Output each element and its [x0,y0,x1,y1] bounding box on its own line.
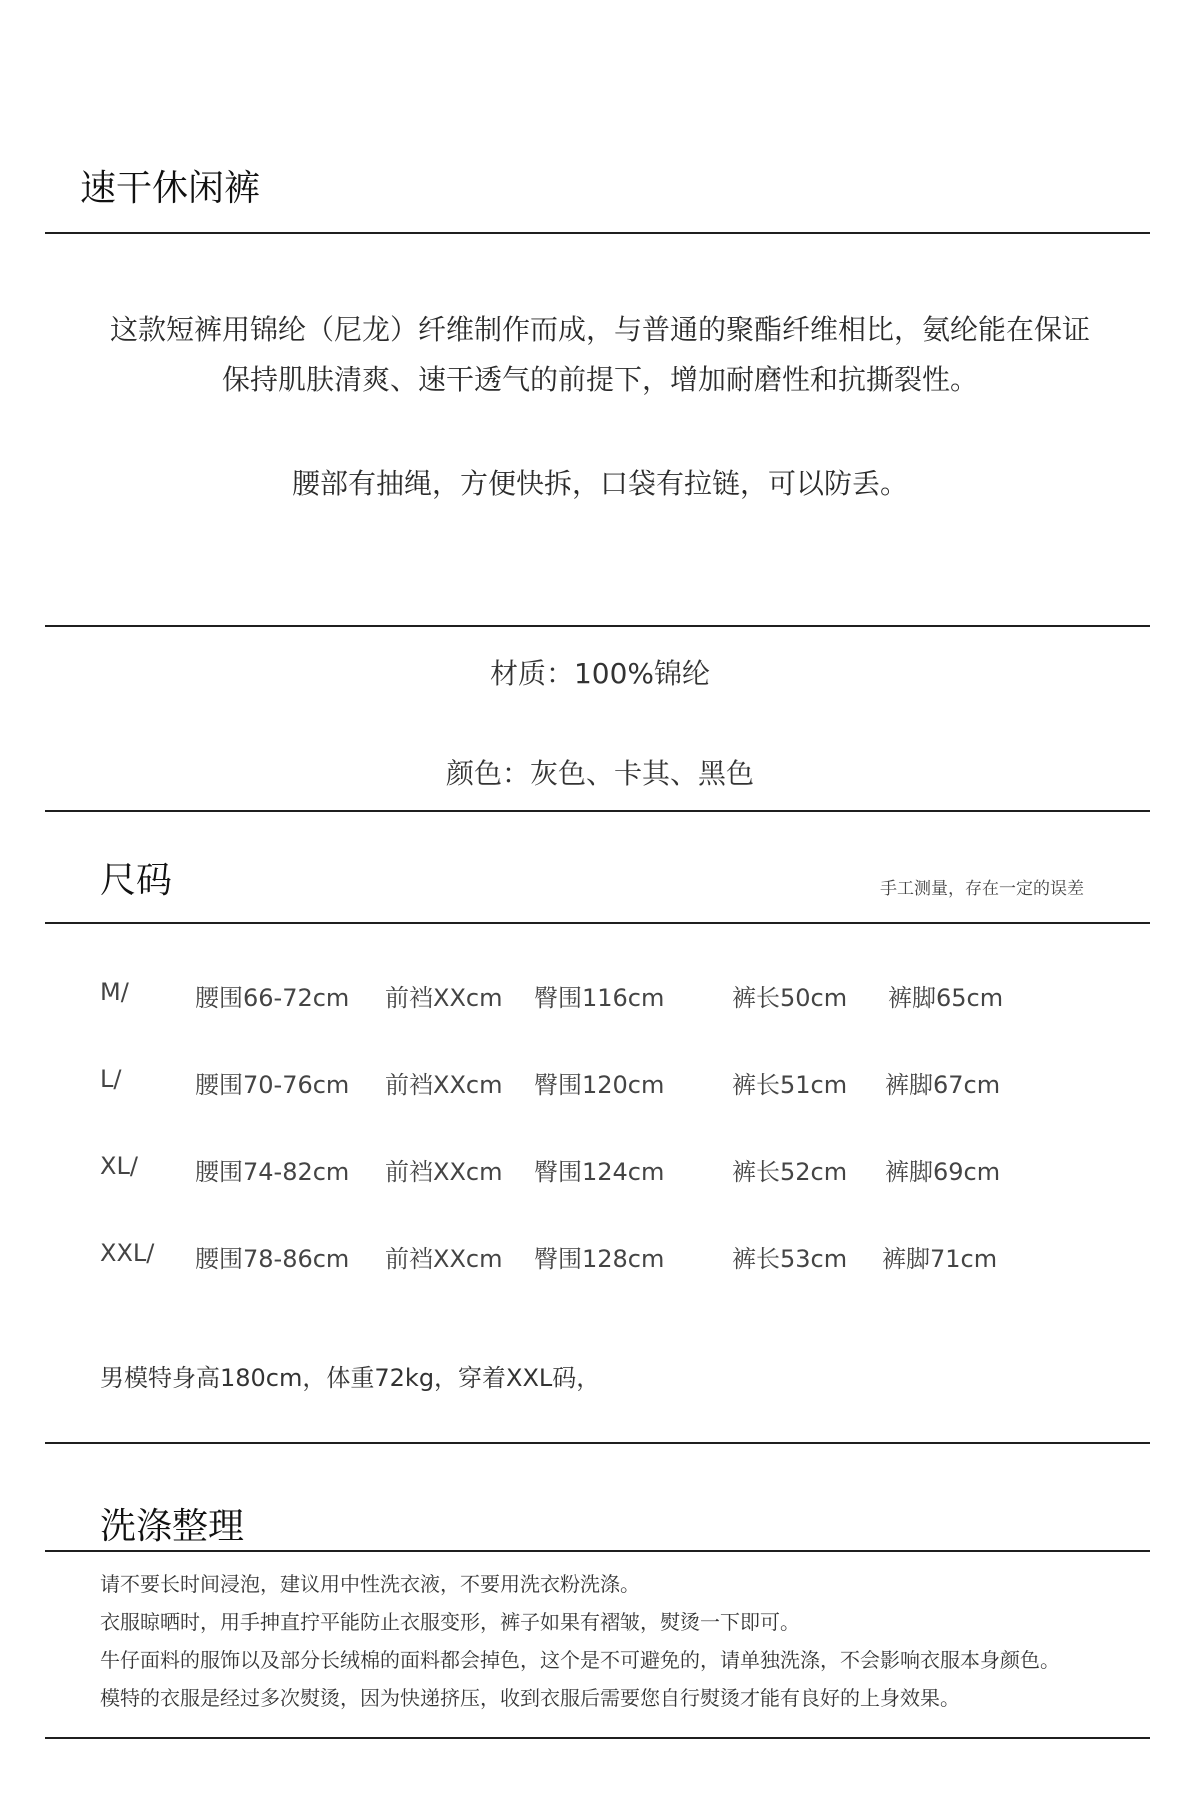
divider [45,1550,1150,1552]
size-row [0,1065,1200,1105]
length-value: 裤长52cm [732,1158,848,1186]
size-label: M/ [100,978,129,1006]
hip-value: 臀围116cm [534,984,665,1012]
hem-value: 裤脚67cm [885,1071,1001,1099]
hem-value: 裤脚69cm [885,1158,1001,1186]
rise-value: 前裆XXcm [385,984,503,1012]
hip-value: 臀围124cm [534,1158,665,1186]
model-info: 男模特身高180cm，体重72kg，穿着XXL码， [100,1364,601,1392]
size-row [0,1152,1200,1192]
page-title: 速干休闲裤 [80,168,261,209]
size-row [0,1239,1200,1279]
material-text: 材质：100%锦纶 [489,657,711,690]
waist-value: 腰围78-86cm [195,1245,350,1273]
length-value: 裤长53cm [732,1245,848,1273]
rise-value: 前裆XXcm [385,1158,503,1186]
size-label: XL/ [100,1152,138,1180]
care-section-title: 洗涤整理 [100,1506,245,1547]
divider [45,625,1150,627]
waist-value: 腰围74-82cm [195,1158,350,1186]
measurement-note: 手工测量，存在一定的误差 [880,879,1084,899]
divider [45,810,1150,812]
size-label: XXL/ [100,1239,155,1267]
care-line: 模特的衣服是经过多次熨烫，因为快递挤压，收到衣服后需要您自行熨烫才能有良好的上身效果。 [100,1686,960,1710]
size-row [0,978,1200,1018]
rise-value: 前裆XXcm [385,1071,503,1099]
description-line-1: 这款短裤用锦纶（尼龙）纤维制作而成，与普通的聚酯纤维相比，氨纶能在保证 [109,313,1090,346]
description-line-2: 保持肌肤清爽、速干透气的前提下，增加耐磨性和抗撕裂性。 [221,363,978,396]
colors-text: 颜色：灰色、卡其、黑色 [445,757,754,790]
size-section-title: 尺码 [100,860,173,901]
divider [45,1442,1150,1444]
hem-value: 裤脚71cm [882,1245,998,1273]
care-line: 牛仔面料的服饰以及部分长绒棉的面料都会掉色，这个是不可避免的，请单独洗涤，不会影响衣服本身颜色。 [100,1648,1060,1672]
hip-value: 臀围128cm [534,1245,665,1273]
divider [45,232,1150,234]
length-value: 裤长51cm [732,1071,848,1099]
size-label: L/ [100,1065,122,1093]
hip-value: 臀围120cm [534,1071,665,1099]
care-line: 衣服晾晒时，用手抻直拧平能防止衣服变形，裤子如果有褶皱，熨烫一下即可。 [100,1610,800,1634]
feature-text: 腰部有抽绳，方便快拆，口袋有拉链，可以防丢。 [291,467,908,500]
length-value: 裤长50cm [732,984,848,1012]
waist-value: 腰围66-72cm [195,984,350,1012]
hem-value: 裤脚65cm [888,984,1004,1012]
divider [45,1737,1150,1739]
waist-value: 腰围70-76cm [195,1071,350,1099]
divider [45,922,1150,924]
rise-value: 前裆XXcm [385,1245,503,1273]
care-line: 请不要长时间浸泡，建议用中性洗衣液，不要用洗衣粉洗涤。 [100,1572,640,1596]
